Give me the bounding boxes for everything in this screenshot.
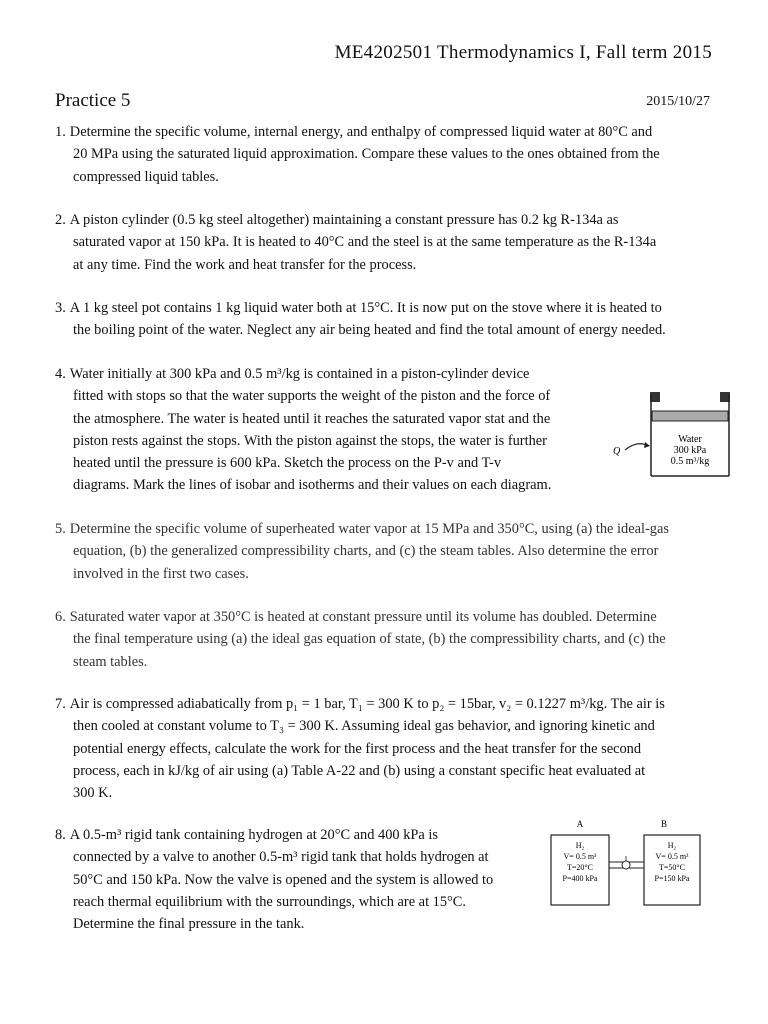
problem-text-line: process, each in kJ/kg of air using (a) Table A-22 and (b) using a constant specific heat evaluated at: [73, 762, 646, 779]
problem-text-line: 50°C and 150 kPa. Now the valve is opened and the system is allowed to: [73, 871, 494, 888]
valve-icon: [622, 861, 630, 869]
tank-a-gas: H₂: [575, 841, 585, 850]
problem-text-line: then cooled at constant volume to T₃ = 300 K. Assuming ideal gas behavior, and ignoring kinetic and: [73, 718, 655, 735]
problem-text-line: steam tables.: [73, 653, 148, 670]
problem-number: 1.: [55, 124, 66, 140]
problem-text-line: A 0.5-m³ rigid tank containing hydrogen at 20°C and 400 kPa is: [69, 827, 438, 843]
problem-text-line: A 1 kg steel pot contains 1 kg liquid water both at 15°C. It is now put on the stove where it is heated to: [69, 300, 662, 316]
problem-text-line: saturated vapor at 150 kPa. It is heated to 40°C and the steel is at the same temperature as the R-134a: [73, 234, 657, 251]
problem-text-line: the final temperature using (a) the ideal gas equation of state, (b) the compressibility charts, and (c) the: [73, 631, 666, 648]
tank-a-label: A: [576, 819, 584, 829]
problem-7: [55, 693, 665, 804]
problem-text-line: involved in the first two cases.: [73, 565, 249, 582]
problem-text-line: A piston cylinder (0.5 kg steel altogether) maintaining a constant pressure has 0.2 kg R-134a as: [69, 212, 619, 228]
problem-number: 4.: [55, 366, 66, 382]
tank-b-volume: V= 0.5 m³: [655, 852, 689, 861]
problem-text-line: Determine the specific volume, internal energy, and enthalpy of compressed liquid water at 80°C and: [69, 124, 653, 140]
problem-text-line: at any time. Find the work and heat transfer for the process.: [73, 256, 417, 273]
date: 2015/10/27: [646, 94, 710, 109]
problem-5: [55, 518, 669, 585]
pressure-label: 300 kPa: [673, 445, 707, 456]
problem-8: [55, 824, 493, 935]
tank-a-volume: V= 0.5 m³: [563, 852, 597, 861]
problem-number: 2.: [55, 212, 66, 228]
specific-volume-label: 0.5 m³/kg: [670, 456, 710, 467]
problem-text-line: Saturated water vapor at 350°C is heated at constant pressure until its volume has doubled. Determine: [69, 609, 657, 625]
problem-number: 5.: [55, 521, 66, 537]
problem-text-line: equation, (b) the generalized compressibility charts, and (c) the steam tables. Also determine the error: [73, 543, 659, 560]
problem-text-line: compressed liquid tables.: [73, 168, 219, 185]
problem-text-line: the boiling point of the water. Neglect any air being heated and find the total amount of energy needed.: [73, 322, 666, 339]
problem-text-line: 20 MPa using the saturated liquid approximation. Compare these values to the ones obtained from the: [73, 146, 660, 163]
problem-text-line: the atmosphere. The water is heated until it reaches the saturated vapor stat and the: [73, 410, 551, 427]
problem-number: 8.: [55, 827, 66, 843]
fluid-label: Water: [678, 434, 702, 445]
problem-text-line: Determine the final pressure in the tank.: [73, 916, 305, 933]
tank-b-pressure: P=150 kPa: [654, 874, 690, 883]
problem-text-line: reach thermal equilibrium with the surroundings, which are at 15°C.: [73, 893, 467, 910]
problem-text-line: potential energy effects, calculate the work for the first process and the heat transfer for the second: [73, 740, 642, 757]
page-title: Practice 5: [55, 90, 131, 111]
tank-a-pressure: P=400 kPa: [562, 874, 598, 883]
piston: [652, 411, 728, 421]
problem-number: 6.: [55, 609, 66, 625]
problem-text-line: heated until the pressure is 600 kPa. Sketch the process on the P-v and T-v: [73, 455, 502, 472]
tank-a-temperature: T=20°C: [567, 863, 593, 872]
problem-text-line: Determine the specific volume of superheated water vapor at 15 MPa and 350°C, using (a) the ideal-gas: [69, 521, 669, 537]
tank-b-temperature: T=50°C: [659, 863, 685, 872]
problem-text-line: Water initially at 300 kPa and 0.5 m³/kg is contained in a piston-cylinder device: [69, 366, 530, 382]
problem-number: 3.: [55, 300, 66, 316]
problem-text-line: fitted with stops so that the water supports the weight of the piston and the force of: [73, 388, 551, 405]
tank-b-gas: H₂: [667, 841, 677, 850]
problem-2: [55, 209, 656, 276]
piston-cylinder-figure: [605, 390, 735, 487]
problem-text-line: diagrams. Mark the lines of isobar and isotherms and their values on each diagram.: [73, 477, 552, 494]
problem-text-line: connected by a valve to another 0.5-m³ rigid tank that holds hydrogen at: [73, 849, 489, 866]
course-title: ME4202501 Thermodynamics I, Fall term 2015: [334, 42, 712, 63]
problem-number: 7.: [55, 696, 66, 712]
two-tank-figure: [548, 815, 708, 915]
heat-label: Q: [613, 446, 621, 457]
tank-b-label: B: [660, 819, 668, 829]
problem-4: [55, 363, 551, 497]
problem-text-line: Air is compressed adiabatically from p₁ = 1 bar, T₁ = 300 K to p₂ = 15bar, v₂ = 0.1227 m³/kg. The air is: [69, 696, 665, 712]
problem-6: [55, 606, 666, 673]
problem-1: [55, 121, 660, 188]
problem-text-line: piston rests against the stops. With the piston against the stops, the water is further: [73, 432, 547, 449]
problem-3: [55, 297, 666, 342]
problem-text-line: 300 K.: [73, 785, 113, 802]
